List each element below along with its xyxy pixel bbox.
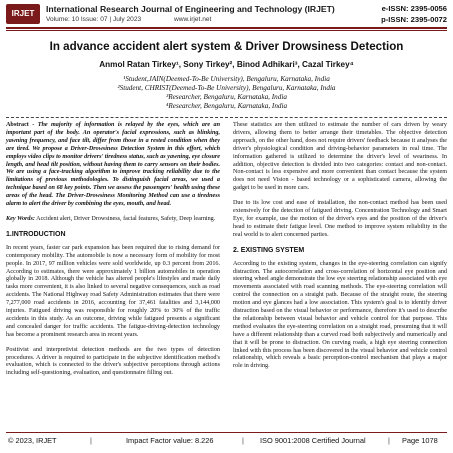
footer-impact-factor: Impact Factor value: 8.226 [126, 436, 214, 445]
affiliation-3: ³Researcher, Bengaluru, Karnataka, India [166, 93, 287, 101]
header-rule-thin [6, 30, 447, 31]
header-rule [6, 27, 447, 29]
affiliation-4: ⁴Researcher, Bengaluru, Karnataka, India [165, 102, 288, 110]
right-column [233, 122, 447, 378]
affiliation-2: ²Student, CHRIST(Deemed-To-Be University), Bengaluru, Karnataka, India [117, 84, 336, 92]
affiliation-1: ¹Student,JAIN(Deemed-To-Be University), Bengaluru, Karnataka, India [123, 75, 330, 83]
journal-website[interactable]: www.irjet.net [174, 16, 212, 23]
abstract [6, 122, 220, 209]
footer-separator: | [90, 436, 92, 445]
keywords [6, 216, 220, 224]
footer-rule [6, 432, 447, 433]
keywords-text: Accident alert, Driver Drowsiness, facial features, Safety, Deep learning. [34, 215, 216, 222]
paper-authors: Anmol Ratan Tirkey¹, Sony Tirkey², Binod Adhikari³, Cazal Tirkey⁴ [99, 60, 354, 69]
footer-copyright: © 2023, IRJET [8, 436, 57, 445]
journal-header [6, 4, 447, 26]
footer-iso: ISO 9001:2008 Certified Journal [260, 436, 366, 445]
existing-system-paragraph: According to the existing system, changes in the eye-steering correlation can signify distraction. The autocorrelation and cross-correlation of horizontal eye position and steering wheel angle demonstrate the low eye steering relationship associated with eye movements associated with road scanning methods. The eye-steering correlation will control the connection on a straight path. Because of the straight route, the steering motion and eye glances had a low association. This system's goal is to identify driver distraction based on the visual behavior or performance, therefore it's used to describe the relationship between visual behavior and vehicle control for that purpose. This method evaluates the eye-steering correlation on a straight road, presuming that it will have a different relationship than a curved road both subjectively and numerically and that it will be prone to distraction. On curving roads, a high eye steering connection linked with this process has been discovered in the visual behavior and vehicle control relationship, which reveals a basic perception-control mechanism that plays a major role in driving. [233, 260, 447, 370]
intro-paragraph-2: Positivist and interpretivist detection methods are the two types of detection procedures. A driver is required to participate in the subjective identification method's evaluation, which is connected to the driver's subjective perceptions through actions including self-questioning, evaluation, and questionnaire filling out. [6, 346, 220, 377]
section-divider [6, 117, 447, 118]
abstract-label: Abstract - [6, 122, 35, 128]
abstract-text: The majority of information is relayed by the eyes, which are an important part of the body. An operator's facial expressions, such as blinking, yawning frequency, and face tilt, differ from those in a rested condition when they are tired. We propose a Driver-Drowsiness Detection System in this effort, which employs video clips to monitor drivers' tiredness status, such as yawning, eye closure length, and head tilt position, without having them to carry sensors on their bodies. We are using a face-tracking algorithm to improve tracking reliability due to the limitations of previous methodologies. To distinguish facial areas, we used a technique based on 68 key points. Then we assess the passengers' health using these areas of the head. The Driver-Drowsiness Monitoring Method can use a tiredness alarm to alert the driver by combining the eyes, mouth, and head. [6, 122, 220, 208]
right-paragraph-1: These statistics are then utilized to estimate the number of cars driven by weary drivers, allowing them to better arrange their timetables. The objective detection approach, on the other hand, does not require drivers' feedback because it analyses the driver's physiological condition and driving-behavior parameters in real time. The information gathered is utilized to determine the driver's level of weariness. In addition, objective detection is divided into two categories: contact and non-contact. Non-contact is less expensive and more convenient than contact because the system does not need Vision - based technology or a sophisticated camera, allowing the gadget to be used in more cars. [233, 122, 447, 192]
p-issn: p-ISSN: 2395-0072 [381, 15, 447, 24]
keywords-label: Key Words: [6, 215, 35, 222]
affiliations [0, 75, 453, 111]
intro-paragraph-1: In recent years, faster car park expansion has been required due to rising demand for contemporary mobility. The automobile is now a necessary form of mobility for most people. In 2017, 97 million vehicles were sold worldwide, up 0.3 percent from 2016. According to estimates, there were approximately 1 billion automobiles in operation globally in 2018. Although the vehicle has altered people's lifestyles and made daily tasks more convenient, it is also linked to several negative consequences, such as road accidents. The National Highway road Safety Administration estimates that there were 7,277,000 road accidents in 2016, accounting for 37,461 fatalities and 3,144,000 injuries. Fatigued driving was responsible for roughly 20% to 30% of the traffic accidents in this study. As an outcome, driving while fatigued presents a significant and concealed danger for traffic accidents. The fatigue-driving-detection technology has become a prominent research area in recent years. [6, 244, 220, 338]
left-column [6, 122, 220, 385]
journal-logo: IRJET [6, 4, 40, 24]
footer-page-number: Page 1078 [402, 436, 438, 445]
journal-name: International Research Journal of Engineering and Technology (IRJET) [46, 4, 335, 14]
e-issn: e-ISSN: 2395-0056 [381, 4, 447, 13]
footer-separator: | [242, 436, 244, 445]
intro-heading: 1.INTRODUCTION [6, 230, 66, 238]
volume-issue: Volume: 10 Issue: 07 | July 2023 [46, 16, 142, 23]
paper-title: In advance accident alert system & Driver Drowsiness Detection [49, 40, 404, 53]
existing-system-heading: 2. EXISTING SYSTEM [233, 246, 305, 254]
footer-separator: | [388, 436, 390, 445]
right-paragraph-2: Due to its low cost and ease of installation, the non-contact method has been used extensively for the detection of fatigued driving. Concentration Technology and Smart Eye, for example, use the motion of the driver's eyes and the position of the driver's head to estimate their fatigue level. One method to improve system reliability in the real world is to alert concerned parties. [233, 200, 447, 238]
